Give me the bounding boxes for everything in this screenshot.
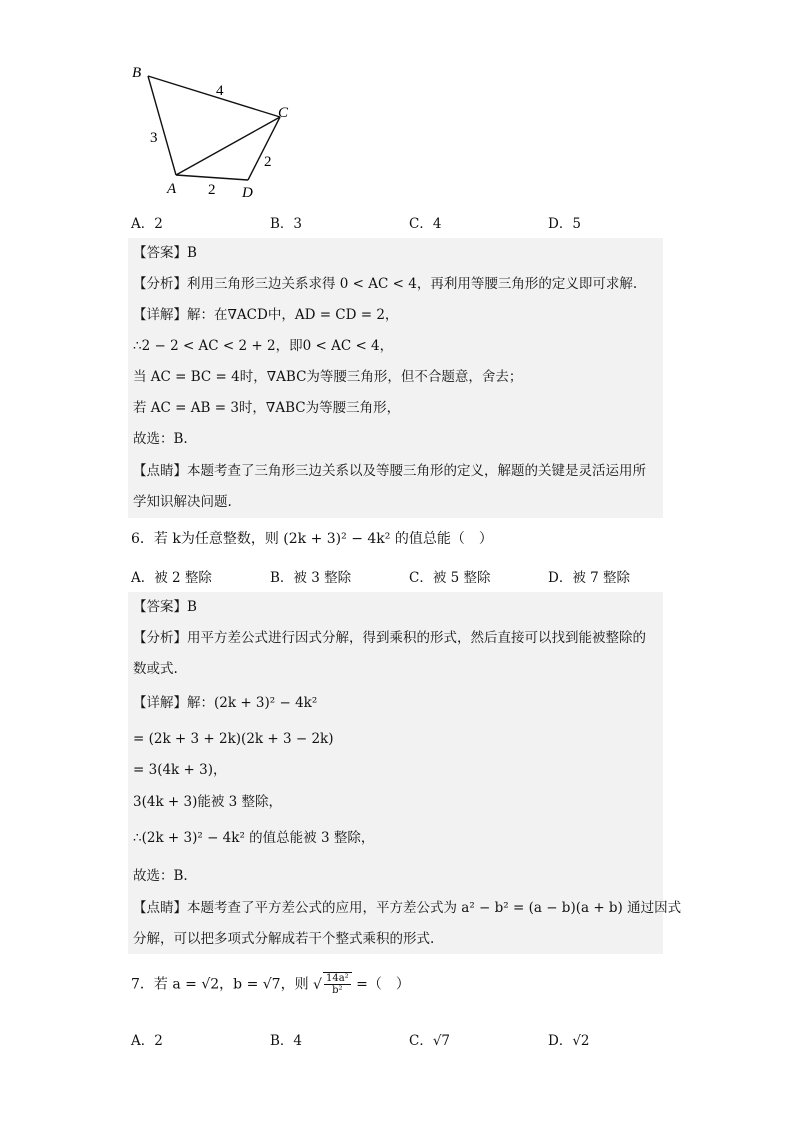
q5-option-a: A．2 (131, 216, 163, 232)
q5-detail-line: 当 AC = BC = 4时，∇ABC为等腰三角形，但不合题意，舍去； (133, 369, 523, 385)
q5-option-b: B．3 (270, 216, 303, 232)
q5-answer: 【答案】B (133, 245, 197, 261)
q6-answer: 【答案】B (133, 599, 197, 615)
q6-detail-line: 3(4k + 3)能被 3 整除， (133, 794, 283, 810)
q6-detail-line: 故选：B. (133, 868, 188, 884)
label-CD: 2 (264, 154, 272, 170)
q7-options (131, 1029, 671, 1053)
q6-detail-line: = (2k + 3 + 2k)(2k + 3 − 2k) (133, 731, 334, 747)
q6-stem: 6．若 k为任意整数，则 (2k + 3)² − 4k² 的值总能（ ） (131, 531, 493, 547)
q6-solution-panel (128, 592, 682, 954)
label-AB: 3 (150, 130, 158, 146)
q5-option-d: D．5 (548, 216, 581, 232)
q5-detail-line: 故选：B. (133, 431, 188, 447)
q5-comment-line: 【点睛】本题考查了三角形三边关系以及等腰三角形的定义，解题的关键是灵活运用所 (133, 463, 646, 479)
q6-comment-line: 【点睛】本题考查了平方差公式的应用，平方差公式为 a² − b² = (a − b)(a + b) 通过因式 (133, 900, 682, 916)
q6-option-b: B．被 3 整除 (270, 570, 352, 586)
q7-stem-suffix: =（ ） (356, 976, 410, 993)
q6-analysis-line: 【分析】用平方差公式进行因式分解，得到乘积的形式，然后直接可以找到能被整除的 (133, 630, 646, 646)
edge-BC (148, 76, 280, 117)
q7-option-a: A．2 (131, 1033, 163, 1049)
q6-option-c: C．被 5 整除 (409, 570, 491, 586)
vertex-C: C (278, 105, 289, 121)
q7-stem-prefix: 7．若 a = √2，b = √7，则 (131, 976, 309, 993)
quadrilateral-figure (120, 58, 310, 203)
vertex-D: D (242, 185, 253, 201)
edge-AD (176, 175, 248, 180)
edge-AB (148, 76, 176, 175)
q6-option-d: D．被 7 整除 (548, 570, 630, 586)
label-AD: 2 (208, 182, 216, 198)
q7-option-c: C．√7 (409, 1033, 451, 1049)
q5-option-c: C．4 (409, 216, 442, 232)
q5-options (131, 212, 671, 236)
q5-solution-panel (128, 238, 663, 518)
q6-detail-line: = 3(4k + 3)， (133, 762, 227, 778)
q7-option-b: B．4 (270, 1033, 303, 1049)
q7-fraction-numerator: 14a² (325, 973, 349, 984)
q7-radical: √ $\frac{\text{14a²}}{\text{b²}}$ (313, 977, 352, 993)
q6-options (131, 566, 671, 590)
q6-option-a: A．被 2 整除 (131, 570, 212, 586)
q5-comment-line: 学知识解决问题. (133, 494, 232, 510)
q7-fraction-denominator: b² (332, 985, 343, 996)
vertex-B: B (132, 65, 142, 81)
label-BC: 4 (216, 83, 224, 99)
q6-comment-line: 分解，可以把多项式分解成若干个整式乘积的形式. (133, 931, 435, 947)
q6-detail-line: ∴(2k + 3)² − 4k² 的值总能被 3 整除， (133, 830, 375, 846)
q7-option-d: D．√2 (548, 1033, 590, 1049)
q5-analysis: 【分析】利用三角形三边关系求得 0 < AC < 4，再利用等腰三角形的定义即可求解. (133, 276, 638, 292)
q5-detail-line: ∴2 − 2 < AC < 2 + 2，即0 < AC < 4， (133, 338, 394, 354)
vertex-A: A (167, 181, 177, 197)
q6-detail-line: 【详解】解：(2k + 3)² − 4k² (133, 695, 318, 711)
q5-detail-line: 【详解】解：在∇ACD中，AD = CD = 2， (133, 307, 399, 323)
q7-stem (131, 972, 410, 997)
q5-detail-line: 若 AC = AB = 3时，∇ABC为等腰三角形， (133, 400, 401, 416)
q6-analysis-line: 数或式. (133, 661, 178, 677)
